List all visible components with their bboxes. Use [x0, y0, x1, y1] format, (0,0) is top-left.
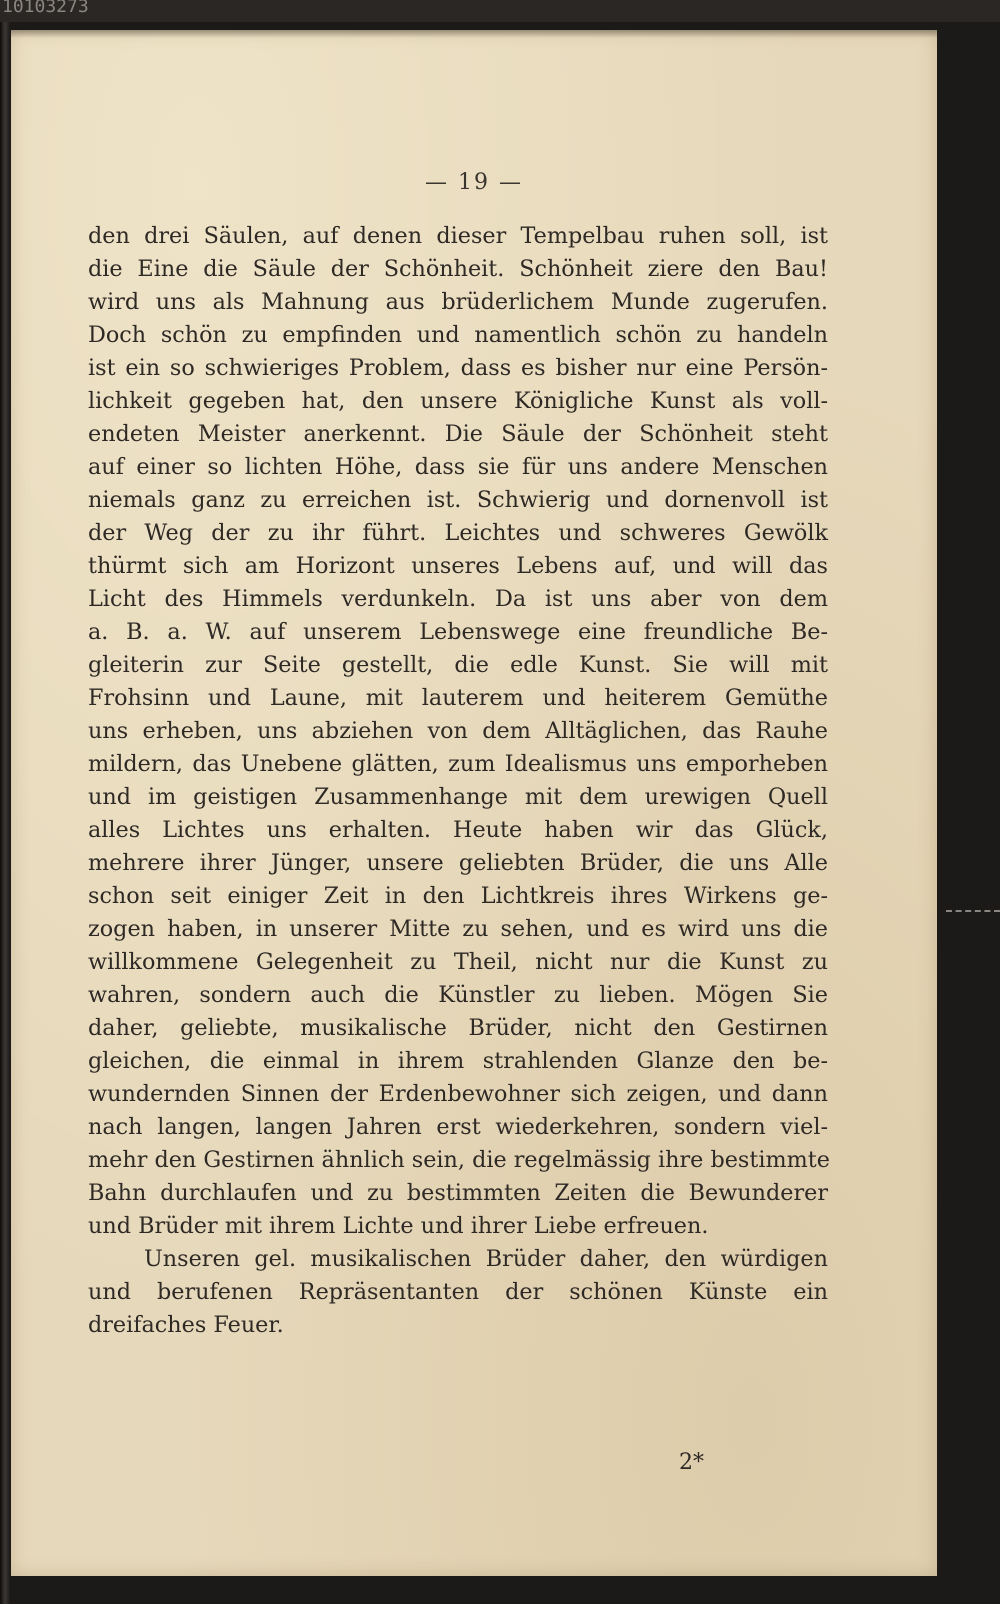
- scan-id-label: 10103273: [0, 0, 1000, 22]
- signature-mark: 2*: [679, 1450, 704, 1475]
- page-top-shadow: [11, 30, 937, 38]
- text-line: dreifaches Feuer.: [88, 1312, 284, 1338]
- text-line: niemals ganz zu erreichen ist. Schwierig und dornenvoll ist: [88, 487, 828, 513]
- text-line: schon seit einiger Zeit in den Lichtkreis ihres Wirkens ge-: [88, 883, 828, 909]
- text-line: gleiterin zur Seite gestellt, die edle Kunst. Sie will mit: [88, 652, 828, 678]
- scan-bottom-margin: [11, 1576, 1000, 1604]
- body-text: [88, 220, 828, 1342]
- text-line: wird uns als Mahnung aus brüderlichem Munde zugerufen.: [88, 289, 828, 315]
- text-line: der Weg der zu ihr führt. Leichtes und schweres Gewölk: [88, 520, 828, 546]
- text-line: zogen haben, in unserer Mitte zu sehen, und es wird uns die: [88, 916, 828, 942]
- text-line: nach langen, langen Jahren erst wiederkehren, sondern viel-: [88, 1114, 828, 1140]
- text-line: Doch schön zu empfinden und namentlich schön zu handeln: [88, 322, 828, 348]
- text-line: Bahn durchlaufen und zu bestimmten Zeiten die Bewunderer: [88, 1180, 828, 1206]
- scan-right-dash-mark: [946, 910, 1000, 914]
- text-line: die Eine die Säule der Schönheit. Schönheit ziere den Bau!: [88, 256, 828, 282]
- text-line: lichkeit gegeben hat, den unsere Königliche Kunst als voll-: [88, 388, 828, 414]
- text-line: und im geistigen Zusammenhange mit dem urewigen Quell: [88, 784, 828, 810]
- text-line: uns erheben, uns abziehen von dem Alltäglichen, das Rauhe: [88, 718, 828, 744]
- page-number: — 19 —: [425, 170, 523, 195]
- text-line: Frohsinn und Laune, mit lauterem und heiterem Gemüthe: [88, 685, 828, 711]
- text-line: thürmt sich am Horizont unseres Lebens auf, und will das: [88, 553, 828, 579]
- text-line: willkommene Gelegenheit zu Theil, nicht nur die Kunst zu: [88, 949, 828, 975]
- text-line: den drei Säulen, auf denen dieser Tempelbau ruhen soll, ist: [88, 223, 828, 249]
- text-line: wundernden Sinnen der Erdenbewohner sich zeigen, und dann: [88, 1081, 828, 1107]
- text-line: wahren, sondern auch die Künstler zu lieben. Mögen Sie: [88, 982, 828, 1008]
- text-line: a. B. a. W. auf unserem Lebenswege eine freundliche Be-: [88, 619, 828, 645]
- text-line: mehrere ihrer Jünger, unsere geliebten Brüder, die uns Alle: [88, 850, 828, 876]
- text-line: Unseren gel. musikalischen Brüder daher, den würdigen: [144, 1246, 828, 1272]
- text-line: Licht des Himmels verdunkeln. Da ist uns aber von dem: [88, 586, 828, 612]
- book-page: [11, 30, 937, 1576]
- text-line: daher, geliebte, musikalische Brüder, nicht den Gestirnen: [88, 1015, 828, 1041]
- text-line: und berufenen Repräsentanten der schönen Künste ein: [88, 1279, 828, 1305]
- scan-right-margin: [938, 30, 1000, 1576]
- text-line: gleichen, die einmal in ihrem strahlenden Glanze den be-: [88, 1048, 828, 1074]
- text-line: endeten Meister anerkennt. Die Säule der Schönheit steht: [88, 421, 828, 447]
- text-line: mildern, das Unebene glätten, zum Idealismus uns emporheben: [88, 751, 828, 777]
- scan-left-edge: [0, 22, 10, 1604]
- text-line: alles Lichtes uns erhalten. Heute haben wir das Glück,: [88, 817, 828, 843]
- text-line: und Brüder mit ihrem Lichte und ihrer Liebe erfreuen.: [88, 1213, 709, 1239]
- text-line: mehr den Gestirnen ähnlich sein, die regelmässig ihre bestimmte: [88, 1147, 830, 1173]
- text-line: ist ein so schwieriges Problem, dass es bisher nur eine Persön-: [88, 355, 828, 381]
- text-line: auf einer so lichten Höhe, dass sie für uns andere Menschen: [88, 454, 828, 480]
